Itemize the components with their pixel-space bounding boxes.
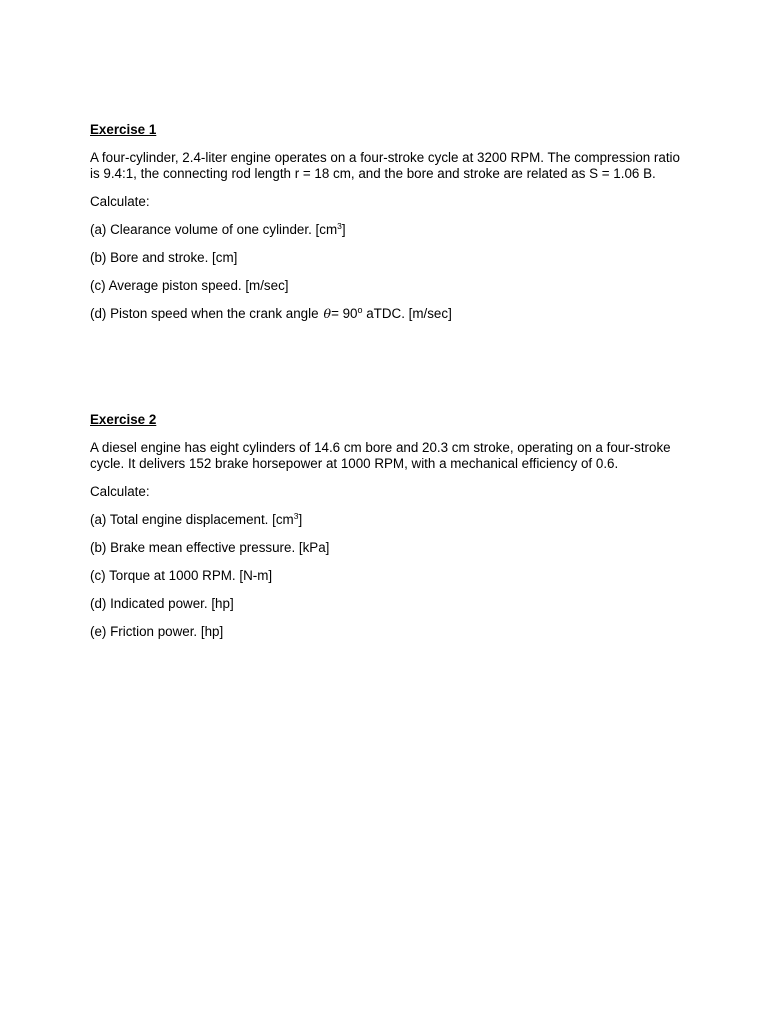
question-b: (b) Brake mean effective pressure. [kPa] <box>90 540 330 555</box>
question-a <box>90 512 690 528</box>
exercise-intro: A four-cylinder, 2.4-liter engine operates on a four-stroke cycle at 3200 RPM. The compression ratio is 9.4:1, the connecting rod length r = 18 cm, and the bore and stroke are related as S = 1.06 B. <box>90 150 680 181</box>
question-tail: ] <box>298 512 303 527</box>
exercise-2 <box>90 412 690 652</box>
question-a <box>90 222 690 238</box>
exercise-1 <box>90 122 690 334</box>
theta-symbol: θ <box>323 306 332 321</box>
question-b: (b) Bore and stroke. [cm] <box>90 250 238 265</box>
question-d: (d) Indicated power. [hp] <box>90 596 234 611</box>
exercise-intro: A diesel engine has eight cylinders of 14.6 cm bore and 20.3 cm stroke, operating on a four-stroke cycle. It delivers 152 brake horsepower at 1000 RPM, with a mechanical efficiency of 0.6. <box>90 440 671 471</box>
exercise-title: Exercise 2 <box>90 412 157 427</box>
calculate-label: Calculate: <box>90 194 150 209</box>
question-e: (e) Friction power. [hp] <box>90 624 224 639</box>
question-mid: = 90 <box>331 306 358 321</box>
question-text: (a) Clearance volume of one cylinder. [cm <box>90 222 338 237</box>
superscript: 3 <box>293 511 299 521</box>
superscript: 3 <box>337 221 342 231</box>
question-d <box>90 306 690 322</box>
question-tail: aTDC. [m/sec] <box>362 306 452 321</box>
question-c: (c) Torque at 1000 RPM. [N-m] <box>90 568 273 583</box>
exercise-title: Exercise 1 <box>90 122 157 137</box>
question-c: (c) Average piston speed. [m/sec] <box>90 278 289 293</box>
question-text: (d) Piston speed when the crank angle <box>90 306 319 321</box>
calculate-label: Calculate: <box>90 484 150 499</box>
degree-symbol: o <box>357 305 363 315</box>
question-text: (a) Total engine displacement. [cm <box>90 512 294 527</box>
question-tail: ] <box>341 222 346 237</box>
